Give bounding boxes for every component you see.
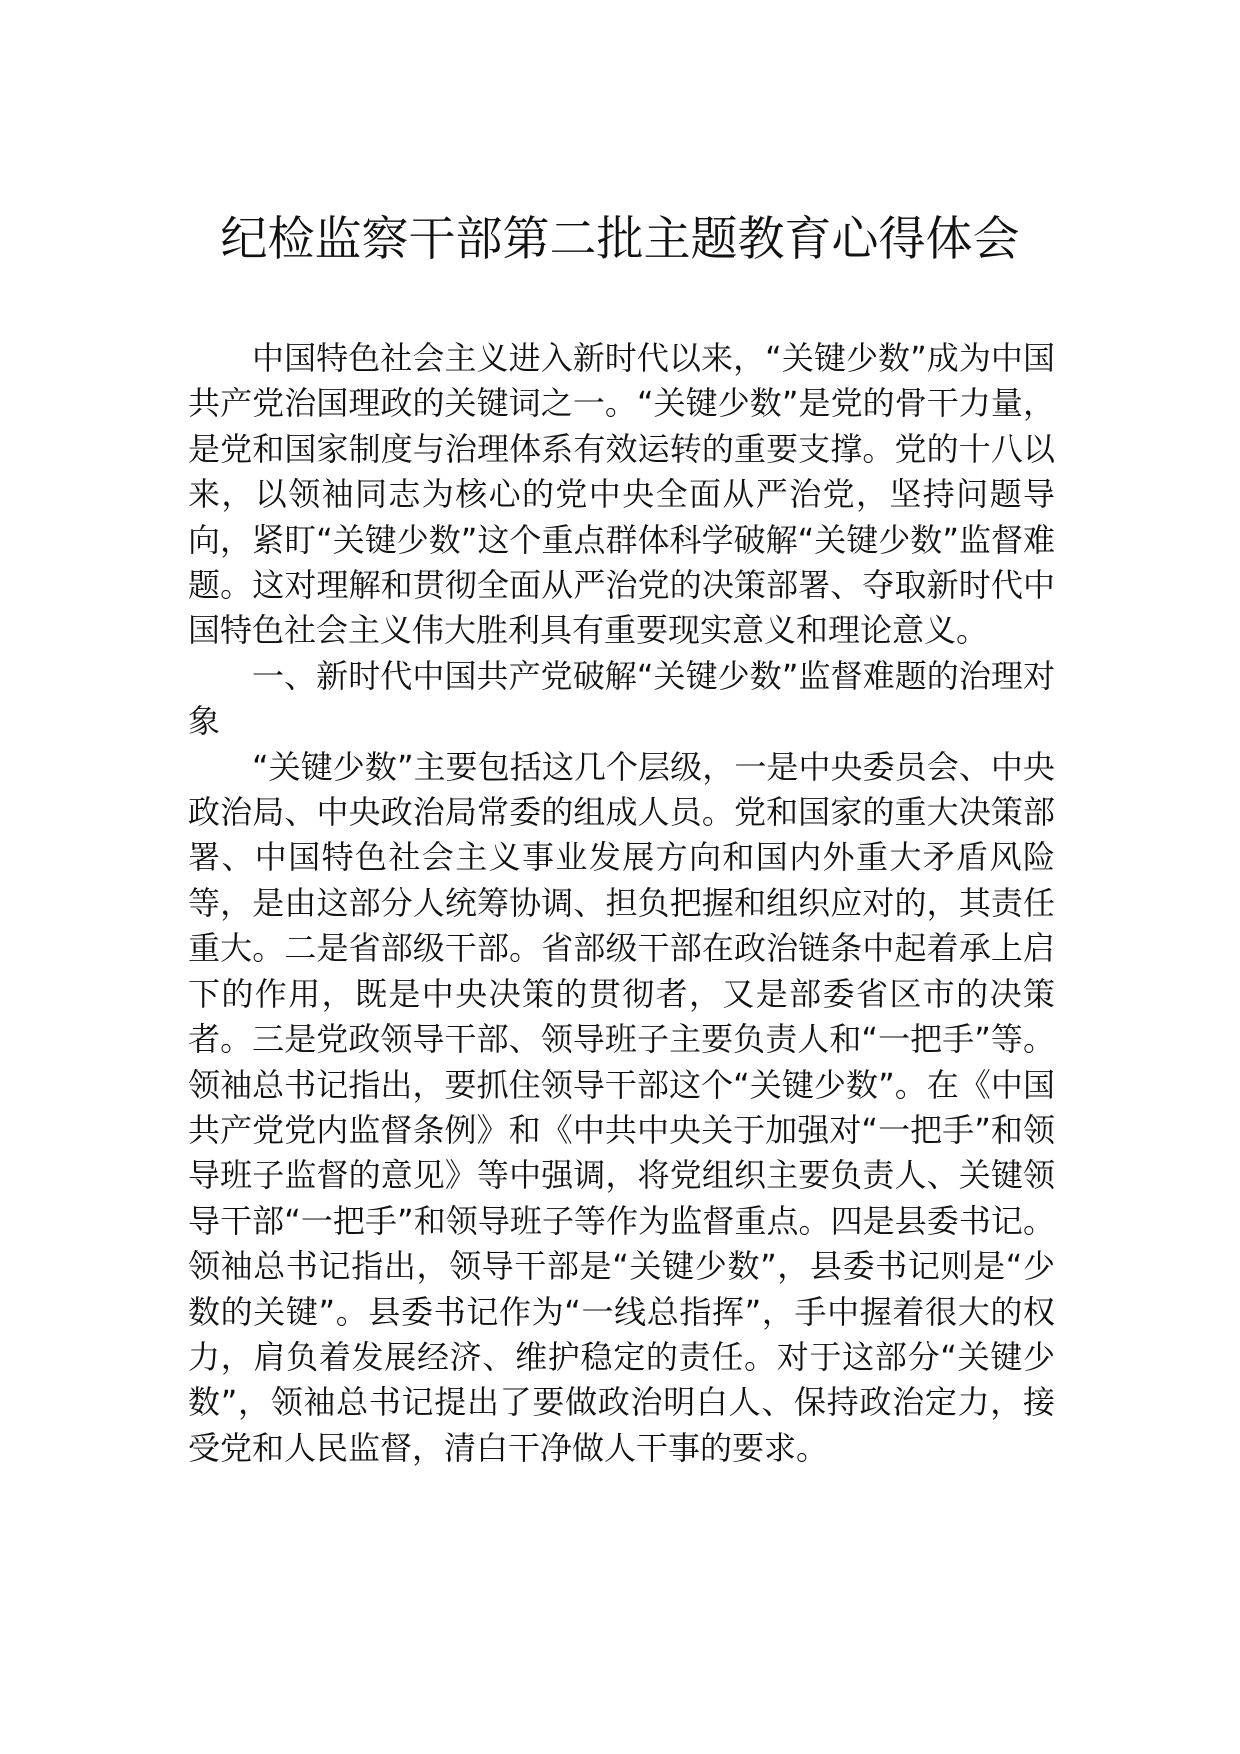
document-body xyxy=(188,336,1055,1471)
paragraph-section-1: “关键少数”主要包括这几个层级，一是中央委员会、中央政治局、中央政治局常委的组成人员。党和国家的重大决策部署、中国特色社会主义事业发展方向和国内外重大矛盾风险等，是由这部分人统筹协调、担负把握和组织应对的，其责任重大。二是省部级干部。省部级干部在政治链条中起着承上启下的作用，既是中央决策的贯彻者，又是部委省区市的决策者。三是党政领导干部、领导班子主要负责人和“一把手”等。领袖总书记指出，要抓住领导干部这个“关键少数”。在《中国共产党党内监督条例》和《中共中央关于加强对“一把手”和领导班子监督的意见》等中强调，将党组织主要负责人、关键领导干部“一把手”和领导班子等作为监督重点。四是县委书记。领袖总书记指出，领导干部是“关键少数”，县委书记则是“少数的关键”。县委书记作为“一线总指挥”，手中握着很大的权力，肩负着发展经济、维护稳定的责任。对于这部分“关键少数”，领袖总书记提出了要做政治明白人、保持政治定力，接受党和人民监督，清白干净做人干事的要求。 xyxy=(188,747,1055,1467)
document-title: 纪检监察干部第二批主题教育心得体会 xyxy=(220,212,1020,267)
paragraph-intro: 中国特色社会主义进入新时代以来，“关键少数”成为中国共产党治国理政的关键词之一。“关键少数”是党的骨干力量，是党和国家制度与治理体系有效运转的重要支撑。党的十八以来，以领袖同志为核心的党中央全面从严治党，坚持问题导向，紧盯“关键少数”这个重点群体科学破解“关键少数”监督难题。这对理解和贯彻全面从严治党的决策部署、夺取新时代中国特色社会主义伟大胜利具有重要现实意义和理论意义。 xyxy=(188,339,1055,650)
section-heading-1: 一、新时代中国共产党破解“关键少数”监督难题的治理对象 xyxy=(188,656,1055,741)
